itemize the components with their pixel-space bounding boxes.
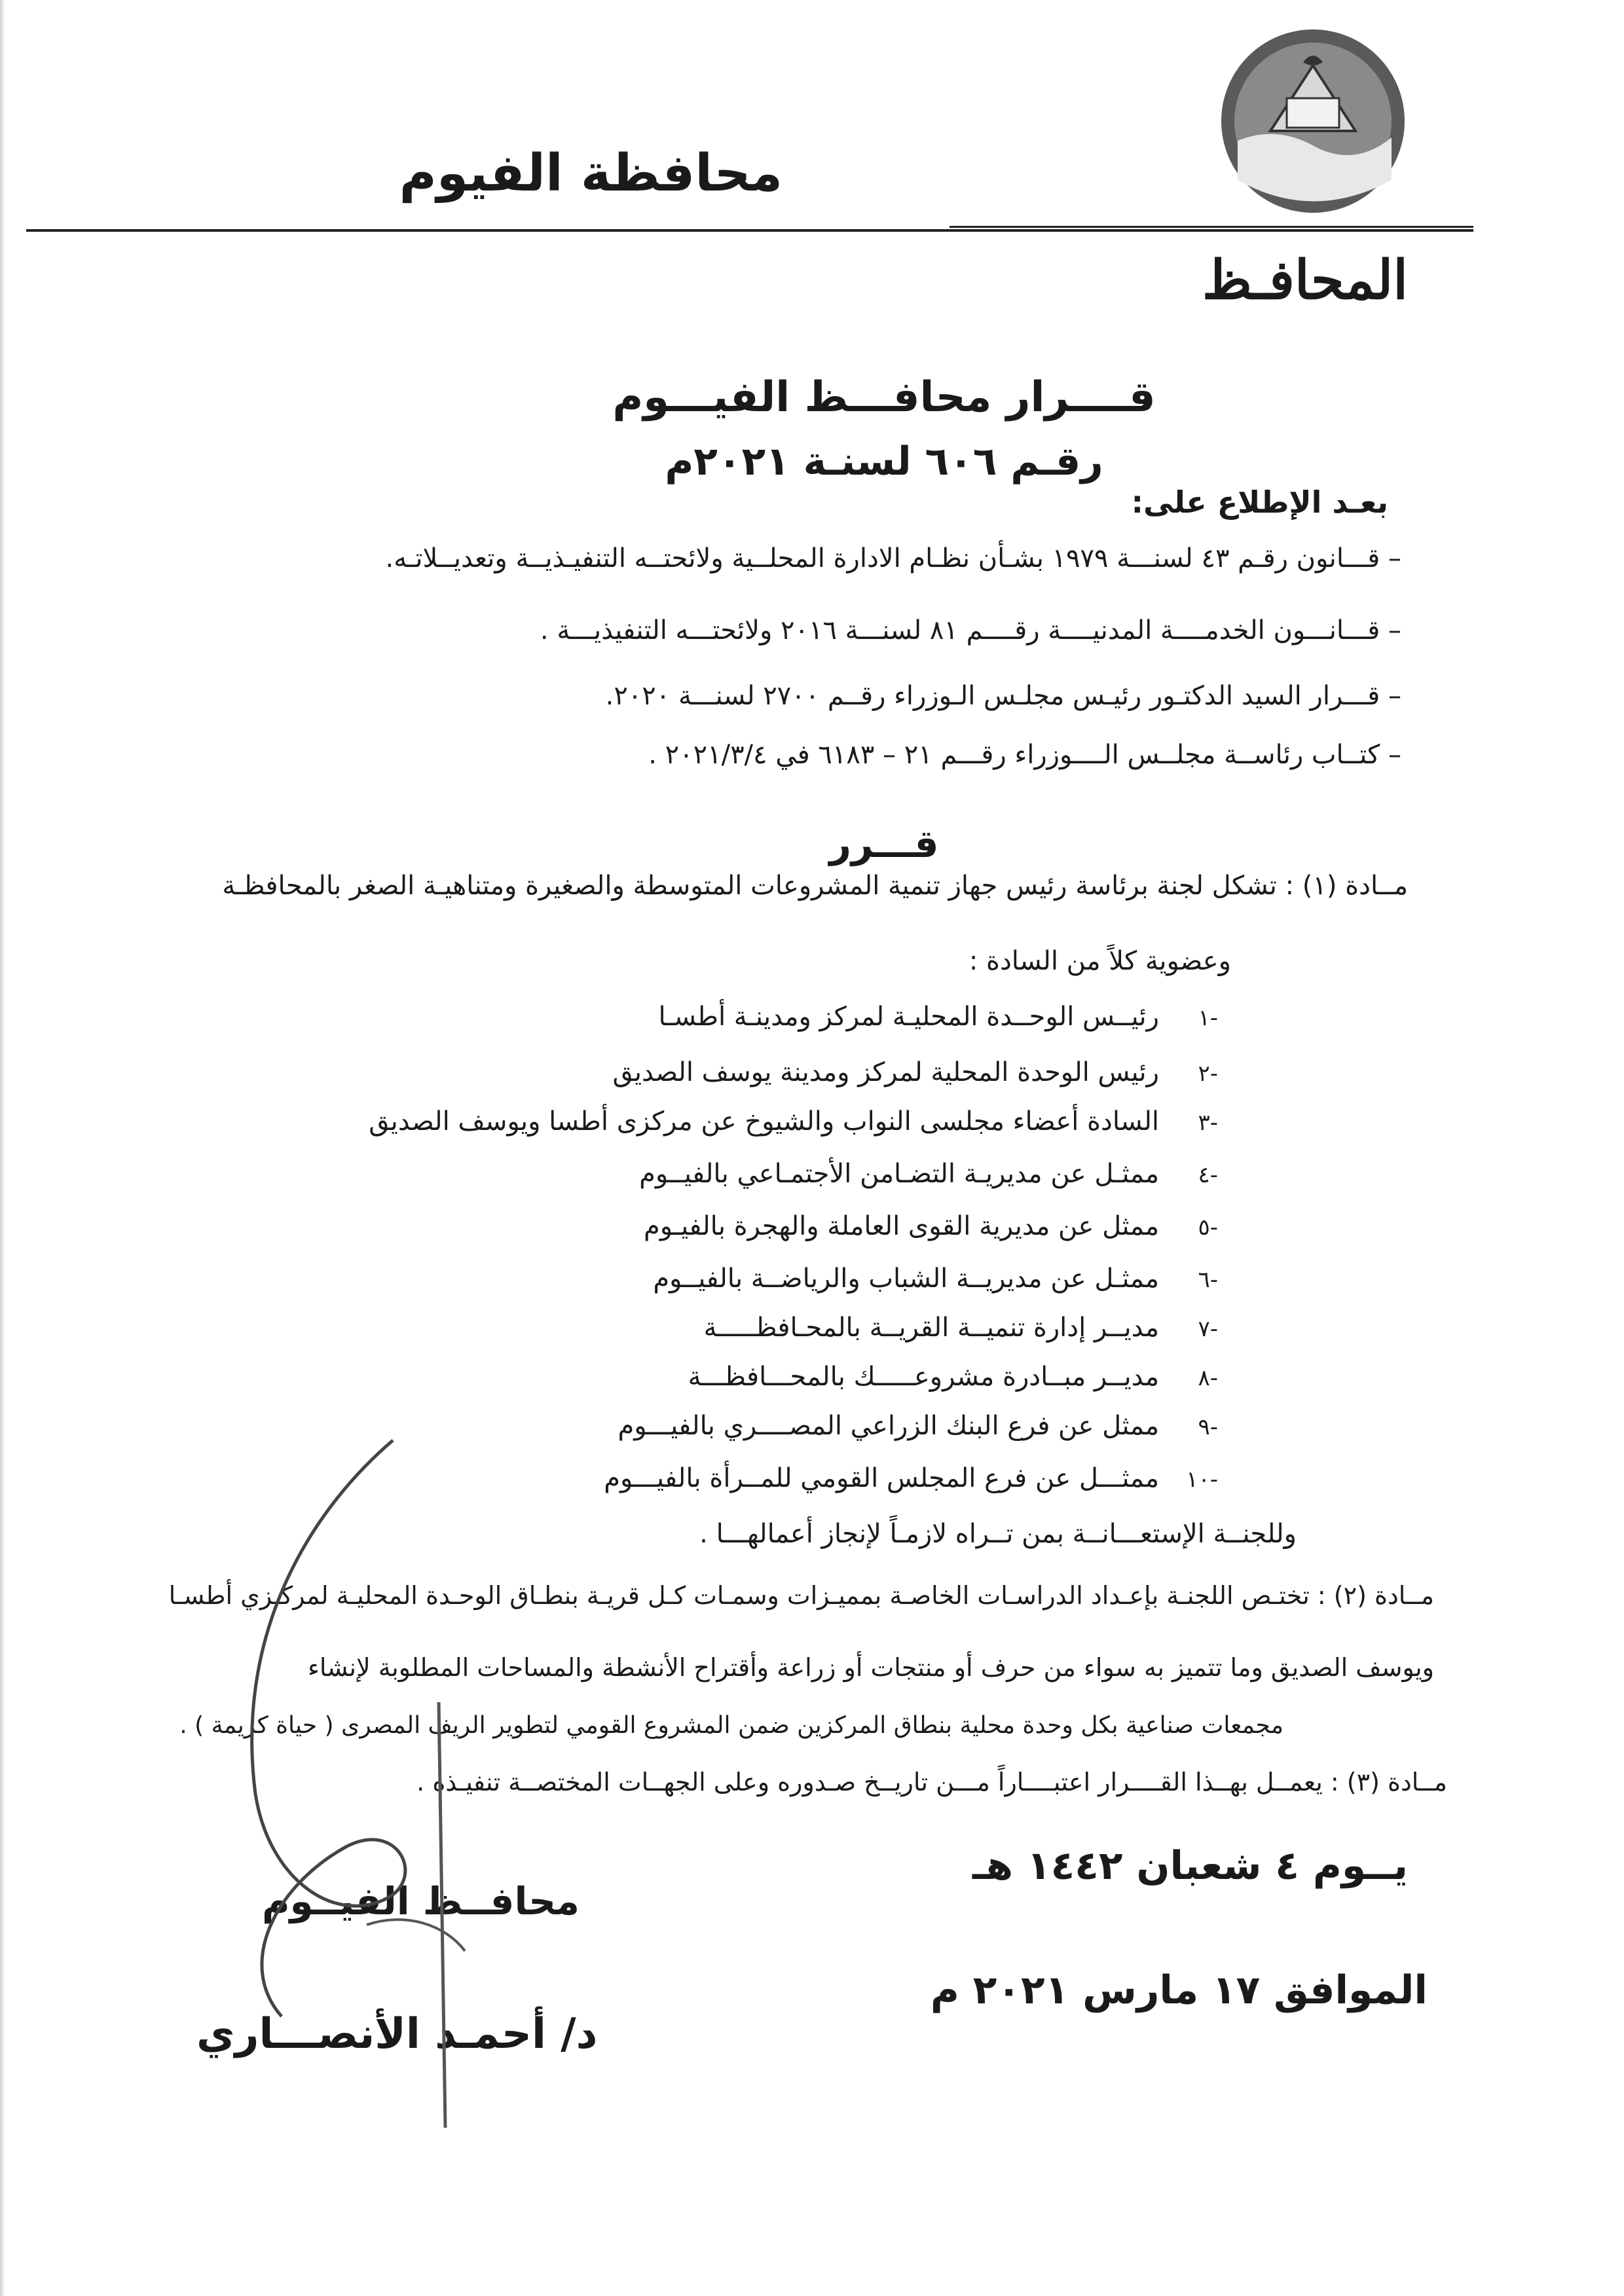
member-number: -٥ [1198,1214,1218,1241]
member-number: -٧ [1198,1316,1218,1342]
committee-member [644,1211,1218,1241]
member-text: مديــر إدارة تنميــة القريــة بالمحـافظـــــة [703,1313,1159,1343]
committee-member [612,1057,1218,1087]
hijri-date: يــوم ٤ شعبان ١٤٤٢ هـ [972,1843,1408,1889]
fayoum-emblem-logo [1218,26,1408,216]
article-1-line: وعضوية كلاً من السادة : [969,946,1231,976]
member-number: -١ [1198,1005,1218,1031]
member-text: ممثـــل عن فرع المجلس القومي للمــرأة بالفيـــوم [604,1463,1159,1493]
member-number: -٩ [1198,1414,1218,1440]
preamble-line: – قـــرار السيد الدكتـور رئيـس مجلـس الـوزراء رقــم ٢٧٠٠ لسنـــة ٢٠٢٠. [605,681,1401,711]
preamble-intro: بعـد الإطلاع على: [1131,484,1388,520]
member-text: مديــر مبــادرة مشروعـــــك بالمحـــافظـــة [688,1362,1159,1392]
decree-number: رقـم ٦٠٦ لسنـة ٢٠٢١م [665,439,1103,484]
preamble-line: – قـــانون رقـم ٤٣ لسنـــة ١٩٧٩ بشـأن نظـام الادارة المحلــية ولائحتــه التنفيـذيــة وتعديــلاتـه. [385,543,1401,574]
member-number: -٤ [1198,1162,1218,1188]
committee-member [688,1362,1218,1392]
committee-member [653,1264,1218,1294]
member-text: ممثـل عن مديريـة التضـامن الأجتمـاعي بالفيــوم [639,1159,1159,1189]
article-3-line: مــادة (٣) : يعمــل بهــذا القــــرار اعتبــــاراً مـــن تاريــخ صـدوره وعلى الجهــات المختصــة تنفيـذه . [416,1768,1447,1796]
member-text: رئيس الوحدة المحلية لمركز ومدينة يوسف الصديق [612,1057,1159,1087]
governor-office-label: المحافـظ [1202,249,1408,312]
committee-member [369,1106,1218,1137]
member-text: رئيــس الوحــدة المحليـة لمركز ومدينـة أطسـا [658,1002,1159,1032]
committee-member [659,1002,1218,1032]
article-2-line: ويوسف الصديق وما تتميز به سواء من حرف أو منتجات أو زراعة وأقتراح الأنشطة والمساحات المطلوبة لإنشاء [308,1653,1434,1682]
article-1-closing: وللجنــة الإستعـــانــة بمن تــراه لازمـاً لإنجاز أعمالهـــا . [699,1519,1297,1549]
signatory-title: محافــظ الفيــوم [262,1879,580,1923]
decides-heading: قـــرر [829,822,939,866]
committee-member [704,1313,1218,1343]
member-number: -٦ [1198,1267,1218,1293]
committee-member [639,1159,1218,1189]
committee-member [604,1463,1218,1493]
article-2-line: مــادة (٢) : تختـص اللجنـة بإعـداد الدراسـات الخاصـة بمميـزات وسمـات كـل قريـة بنطـاق الوحـدة المحليـة لمركـزي أطسـا [168,1581,1434,1610]
article-1-line: مــادة (١) : تشكل لجنة برئاسة رئيس جهاز تنمية المشروعات المتوسطة والصغيرة ومتناهيـة الصغر بالمحافظـة [222,871,1408,901]
header-divider-top [950,226,1473,228]
decree-title: قــــرار محافـــظ الفيـــوم [612,373,1156,422]
member-number: -٨ [1198,1365,1218,1391]
member-text: ممثـل عن مديريــة الشباب والرياضــة بالفيــوم [653,1264,1159,1294]
member-text: السادة أعضاء مجلسى النواب والشيوخ عن مركزى أطسا ويوسف الصديق [369,1106,1159,1137]
member-number: -١٠ [1186,1467,1218,1493]
header-divider [26,229,1473,232]
gregorian-date: الموافق ١٧ مارس ٢٠٢١ م [930,1967,1428,2013]
preamble-line: – قـــانـــون الخدمــــة المدنيــــة رقــــم ٨١ لسنـــة ٢٠١٦ ولائحتـــه التنفيذيـــة . [540,615,1401,646]
member-text: ممثل عن مديرية القوى العاملة والهجرة بالفيـوم [644,1211,1159,1241]
governorate-title: محافظة الفيوم [399,144,783,203]
article-2-line: مجمعات صناعية بكل وحدة محلية بنطاق المركزين ضمن المشروع القومي لتطوير الريف المصرى ( حياة كريمة ) . [179,1712,1283,1739]
scan-edge [0,0,5,2296]
member-text: ممثل عن فرع البنك الزراعي المصــــري بالفيـــوم [618,1411,1159,1441]
handwritten-signature [196,1427,491,2134]
member-number: -٢ [1198,1061,1218,1087]
member-number: -٣ [1198,1110,1218,1136]
signatory-name: د/ أحمـد الأنصـــاري [196,2010,598,2058]
committee-member [618,1411,1218,1441]
preamble-line: – كتــاب رئاســة مجلــس الــــوزراء رقـــم ٢١ – ٦١٨٣ في ٢٠٢١/٣/٤ . [648,740,1401,770]
